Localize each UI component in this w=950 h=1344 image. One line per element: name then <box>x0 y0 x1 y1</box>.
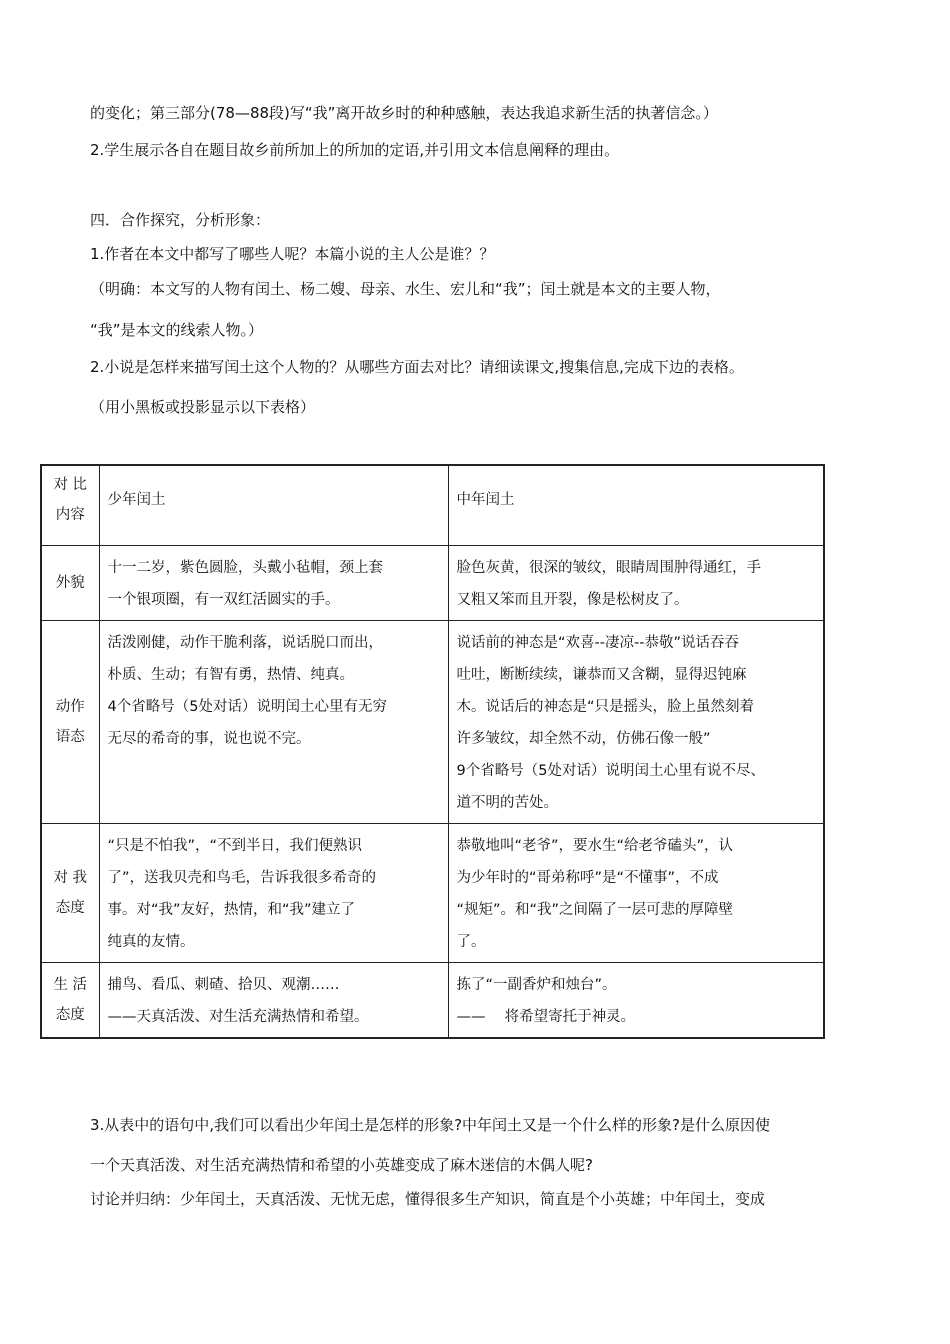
question-2: 2.小说是怎样来描写闰土这个人物的？从哪些方面去对比？请细读课文,搜集信息,完成下边的表格。 <box>90 358 744 376</box>
header-label-line2: 内容 <box>55 507 85 523</box>
table-display-note: （用小黑板或投影显示以下表格） <box>90 398 316 416</box>
row-label-action-speech <box>41 620 99 823</box>
row-label-line1: 对 我 <box>53 869 88 886</box>
row-label-line2: 态度 <box>55 1006 85 1023</box>
row-label-attitude-to-me <box>41 823 99 962</box>
cell-line: 说话前的神态是“欢喜--凄凉--恭敬”说话吞吞 <box>456 634 739 651</box>
answer-1-line-2: “我”是本文的线索人物。） <box>90 321 264 339</box>
cell-middle-appearance <box>448 545 824 620</box>
cell-line: 事。对“我”友好，热情，和“我”建立了 <box>107 901 356 918</box>
cell-line: 恭敬地叫“老爷”，要水生“给老爷磕头”，认 <box>456 837 734 854</box>
cell-line: 无尽的希奇的事，说也说不完。 <box>107 730 311 747</box>
cell-middle-life-attitude <box>448 962 824 1038</box>
row-label-life-attitude <box>41 962 99 1038</box>
answer-1-line-1: （明确：本文写的人物有闰土、杨二嫂、母亲、水生、宏儿和“我”；闰土就是本文的主要人物， <box>90 280 721 298</box>
cell-line: 活泼刚健，动作干脆利落，说话脱口而出， <box>107 634 383 651</box>
question-3-line-1: 3.从表中的语句中,我们可以看出少年闰土是怎样的形象?中年闰土又是一个什么样的形象?是什么原因使 <box>90 1116 771 1134</box>
header-young-runtu: 少年闰土 <box>99 465 448 545</box>
cell-young-attitude-to-me <box>99 823 448 962</box>
paragraph-task-2: 2.学生展示各自在题目故乡前所加上的所加的定语,并引用文本信息阐释的理由。 <box>90 141 620 159</box>
row-label-line1: 外貌 <box>55 574 85 591</box>
cell-line: 捕鸟、看瓜、刺碴、拾贝、观潮…… <box>107 976 340 993</box>
cell-young-appearance <box>99 545 448 620</box>
cell-line: ——天真活泼、对生活充满热情和希望。 <box>107 1008 369 1025</box>
cell-line: 又粗又笨而且开裂，像是松树皮了。 <box>456 591 689 608</box>
header-middle-runtu: 中年闰土 <box>448 465 824 545</box>
cell-young-action-speech <box>99 620 448 823</box>
cell-line: 木。说话后的神态是“只是摇头，脸上虽然刻着 <box>456 698 755 715</box>
cell-line: 了”，送我贝壳和鸟毛，告诉我很多希奇的 <box>107 869 377 886</box>
header-label-line1: 对 比 <box>53 477 88 493</box>
cell-middle-action-speech <box>448 620 824 823</box>
cell-line: 9个省略号（5处对话）说明闰土心里有说不尽、 <box>456 762 765 779</box>
question-3-line-2: 一个天真活泼、对生活充满热情和希望的小英雄变成了麻木迷信的木偶人呢? <box>90 1156 593 1174</box>
cell-line: 脸色灰黄，很深的皱纹，眼睛周围肿得通红，手 <box>456 559 761 576</box>
table-row-life-attitude <box>41 962 824 1038</box>
table-header-row <box>41 465 824 545</box>
comparison-table <box>40 464 825 1039</box>
row-label-line1: 动作 <box>55 698 85 715</box>
cell-line: 4个省略号（5处对话）说明闰土心里有无穷 <box>107 698 387 715</box>
cell-line: 道不明的苦处。 <box>456 794 558 811</box>
cell-line: 朴质、生动；有智有勇，热情、纯真。 <box>107 666 354 683</box>
paragraph-structure-end: 的变化；第三部分(78—88段)写“我”离开故乡时的种种感触，表达我追求新生活的执著信念。） <box>90 104 718 122</box>
question-1: 1.作者在本文中都写了哪些人呢？本篇小说的主人公是谁？？ <box>90 245 495 263</box>
cell-middle-attitude-to-me <box>448 823 824 962</box>
header-label-cell <box>41 465 99 545</box>
table-row-action-speech <box>41 620 824 823</box>
table-row-attitude-to-me <box>41 823 824 962</box>
cell-line: 吐吐，断断续续，谦恭而又含糊，显得迟钝麻 <box>456 666 747 683</box>
row-label-line2: 语态 <box>55 728 85 745</box>
row-label-appearance <box>41 545 99 620</box>
cell-line: “只是不怕我”，“不到半日，我们便熟识 <box>107 837 363 854</box>
cell-line: “规矩”。和“我”之间隔了一层可悲的厚障壁 <box>456 901 734 918</box>
cell-line: —— 将希望寄托于神灵。 <box>456 1008 636 1025</box>
cell-line: 十一二岁，紫色圆脸，头戴小毡帽，颈上套 <box>107 559 383 576</box>
discussion-summary: 讨论并归纳：少年闰土，天真活泼、无忧无虑，懂得很多生产知识，简直是个小英雄；中年闰土，变成 <box>90 1190 766 1208</box>
row-label-line1: 生 活 <box>53 976 88 993</box>
cell-line: 为少年时的“哥弟称呼”是“不懂事”，不成 <box>456 869 719 886</box>
row-label-line2: 态度 <box>55 899 85 916</box>
cell-line: 了。 <box>456 933 486 950</box>
cell-line: 拣了“一副香炉和烛台”。 <box>456 976 617 993</box>
cell-line: 一个银项圈，有一双红活圆实的手。 <box>107 591 340 608</box>
cell-line: 纯真的友情。 <box>107 933 195 950</box>
cell-young-life-attitude <box>99 962 448 1038</box>
section-heading-cooperation: 四．合作探究，分析形象： <box>90 211 271 229</box>
table-row-appearance <box>41 545 824 620</box>
cell-line: 许多皱纹，却全然不动，仿佛石像一般” <box>456 730 711 747</box>
